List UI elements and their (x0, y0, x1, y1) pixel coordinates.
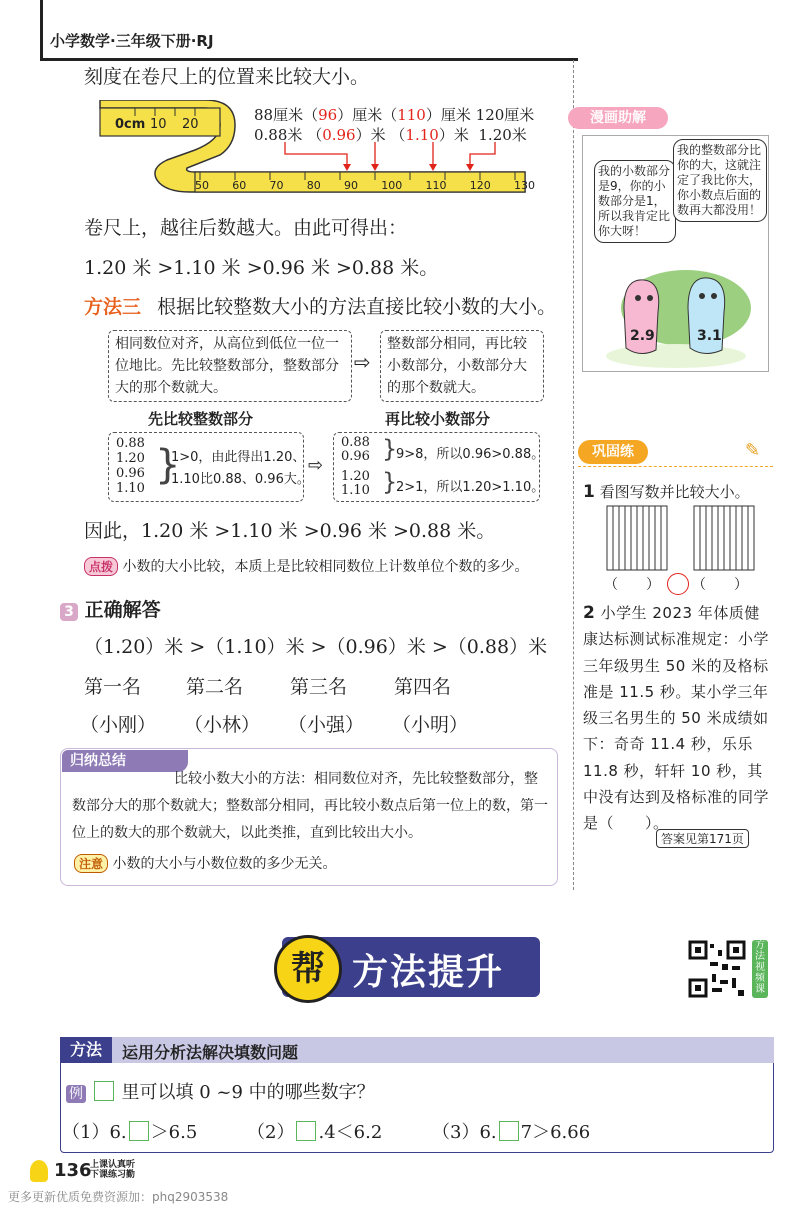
rank-2: 第二名 (186, 676, 244, 698)
step2-box: 0.88 0.96 } 9>8，所以0.96>0.88。 1.20 1.10 } 2>1，所以1.20>1.10。 (333, 432, 540, 502)
rank-1: 第一名 (84, 676, 142, 698)
q1 (583, 481, 750, 502)
answer-96: 96 (318, 106, 338, 124)
name-2: （小林） (184, 714, 261, 736)
q2-text: 小学生 2023 年体质健康达标测试标准规定：小学三年级男生 50 米的及格标准是 11.5 秒。某小学三年级三名男生的 50 米成绩如下：奇奇 11.4 秒，乐乐 11.8 秒，轩轩 10 秒，其中没有达到及格标准的同学是（ ）。 (583, 604, 770, 833)
tape-tick: 80 (306, 179, 321, 192)
tape-tick: 60 (232, 179, 247, 192)
qr-side-label: 方法视频课 (752, 940, 768, 998)
summary-tag: 归纳总结 (62, 750, 188, 772)
name-4: （小明） (392, 714, 469, 736)
tape-tick: 50 (195, 179, 209, 192)
tape-arrows (280, 142, 520, 172)
qr-code-icon[interactable] (688, 940, 746, 998)
footer-mascot-icon (30, 1160, 48, 1182)
step1-box: 0.88 1.20 0.96 1.10 } 1>0，由此得出1.20、 1.10比0.88、0.96大。 (108, 432, 304, 502)
page-number: 136 (54, 1160, 92, 1181)
tip-row (84, 556, 528, 576)
example-tag: 例 (66, 1085, 86, 1103)
tape-tick: 130 (514, 179, 535, 192)
watermark: 更多更新优质免费资源加：phq2903538 (8, 1190, 229, 1204)
tape-label-row-cm: 88厘米（96）厘米（110）厘米 120厘米 (254, 106, 535, 124)
comic-characters (596, 268, 756, 368)
q1-diagram (606, 505, 756, 571)
q2 (583, 600, 773, 837)
banner-badge: 帮 (274, 935, 342, 1003)
note-row (74, 853, 336, 873)
tape-tick-10: 10 (150, 117, 167, 132)
example-row (66, 1078, 375, 1104)
tape-tick: 90 (344, 179, 358, 192)
tape-bottom-ticks (195, 179, 535, 192)
method-tag: 方法 (60, 1037, 112, 1063)
rule-box-1: 相同数位对齐，从高位到低位一位一位地比。先比较整数部分，整数部分大的那个数就大。 (108, 330, 352, 402)
method3-text: 根据比较整数大小的方法直接比较小数的大小。 (157, 296, 557, 318)
answer-ref: 答案见第171页 (656, 829, 749, 848)
result-line-1: 1.20 米 >1.10 米 >0.96 米 >0.88 米。 (84, 257, 439, 279)
q1-paren-left[interactable]: （ ） (604, 577, 660, 593)
q1-text: 看图写数并比较大小。 (599, 483, 750, 501)
intro-text: 刻度在卷尺上的位置来比较大小。 (84, 66, 370, 88)
rank-4: 第四名 (394, 676, 452, 698)
char-left-label: 2.9 (630, 328, 655, 344)
answer-box[interactable] (499, 1121, 519, 1141)
section3-num: 3 (60, 603, 78, 621)
tape-tick: 120 (469, 179, 491, 192)
rank-3: 第三名 (290, 676, 348, 698)
item-2-prefix: （2） (247, 1122, 295, 1143)
para-tape-conclusion: 卷尺上，越往后数越大。由此可得出： (84, 217, 408, 239)
q2-num: 2 (583, 603, 596, 623)
q1-num: 1 (583, 482, 595, 502)
practice-underline (578, 466, 773, 467)
footer-slogan: 上课认真听 下课练习勤 (90, 1160, 136, 1180)
name-3: （小强） (288, 714, 365, 736)
item-1-suffix: ＞6.5 (150, 1122, 198, 1143)
pencil-icon: ✎ (745, 440, 761, 461)
answer-box[interactable] (129, 1121, 149, 1141)
label-120cm: 120厘米 (475, 106, 535, 124)
answer-box[interactable] (94, 1081, 114, 1101)
answer-line: （1.20）米 >（1.10）米 >（0.96）米 >（0.88）米 (84, 636, 548, 658)
page-header-title: 小学数学·三年级下册·RJ (50, 32, 214, 50)
answer-110: 110 (397, 106, 426, 124)
answer-1-10: 1.10 (405, 126, 439, 144)
tape-tick-20: 20 (182, 117, 199, 132)
section3-title: 正确解答 (84, 599, 161, 621)
tip-tag: 点拨 (84, 557, 118, 576)
rule-box-2: 整数部分相同，再比较小数部分，小数部分大的那个数就大。 (380, 330, 544, 402)
banner-title: 方法提升 (352, 952, 505, 993)
speech-bubble-right: 我的整数部分比你的大，这就注定了我比你大，你小数点后面的数再大都没用！ (673, 139, 767, 222)
step1-title: 先比较整数部分 (148, 410, 254, 428)
note-tag: 注意 (74, 854, 108, 873)
item-1-prefix: （1）6. (62, 1122, 127, 1143)
method3-label: 方法三 (84, 296, 142, 318)
tape-tick: 100 (381, 179, 403, 192)
comic-tag: 漫画助解 (568, 107, 668, 129)
name-1: （小刚） (80, 714, 157, 736)
q1-paren-right[interactable]: （ ） (692, 577, 748, 593)
practice-tag: 巩固练 (578, 440, 648, 464)
item-3-suffix: 7＞6.66 (520, 1122, 591, 1143)
note-text: 小数的大小与小数位数的多少无关。 (112, 856, 337, 872)
answer-0-96: 0.96 (322, 126, 356, 144)
example-items (62, 1118, 590, 1144)
conclusion-line: 因此，1.20 米 >1.10 米 >0.96 米 >0.88 米。 (84, 520, 496, 542)
answer-box[interactable] (296, 1121, 316, 1141)
arrow-icon: ⇨ (308, 455, 324, 476)
tape-tick: 70 (269, 179, 284, 192)
q1-compare-circle[interactable] (667, 573, 689, 595)
item-2-suffix: .4＜6.2 (318, 1122, 383, 1143)
arrow-icon: ⇨ (354, 350, 371, 374)
example-text: 里可以填 0 ~9 中的哪些数字？ (121, 1082, 375, 1103)
method-title: 运用分析法解决填数问题 (122, 1043, 299, 1062)
label-88cm: 88厘米 (254, 106, 304, 124)
sidebar-divider (573, 60, 574, 890)
step2-title: 再比较小数部分 (385, 410, 491, 428)
method3-heading (84, 292, 556, 319)
speech-bubble-left: 我的小数部分是9，你的小数部分是1，所以我肯定比你大呀！ (594, 160, 676, 243)
tape-label-row-m: 0.88米 （0.96）米 （1.10）米 1.20米 (254, 126, 527, 144)
char-right-label: 3.1 (697, 328, 722, 344)
section3-heading (60, 595, 161, 622)
summary-text: 比较小数大小的方法：相同数位对齐，先比较整数部分，整数部分大的那个数就大；整数部分相同，再比较小数点后第一位上的数，第一位上的数大的那个数就大，以此类推，直到比较出大小。 (72, 771, 548, 841)
item-3-prefix: （3）6. (432, 1122, 497, 1143)
tape-start-label: 0cm (115, 117, 146, 132)
tip-text: 小数的大小比较，本质上是比较相同数位上计数单位个数的多少。 (122, 559, 529, 575)
tape-tick: 110 (425, 179, 447, 192)
